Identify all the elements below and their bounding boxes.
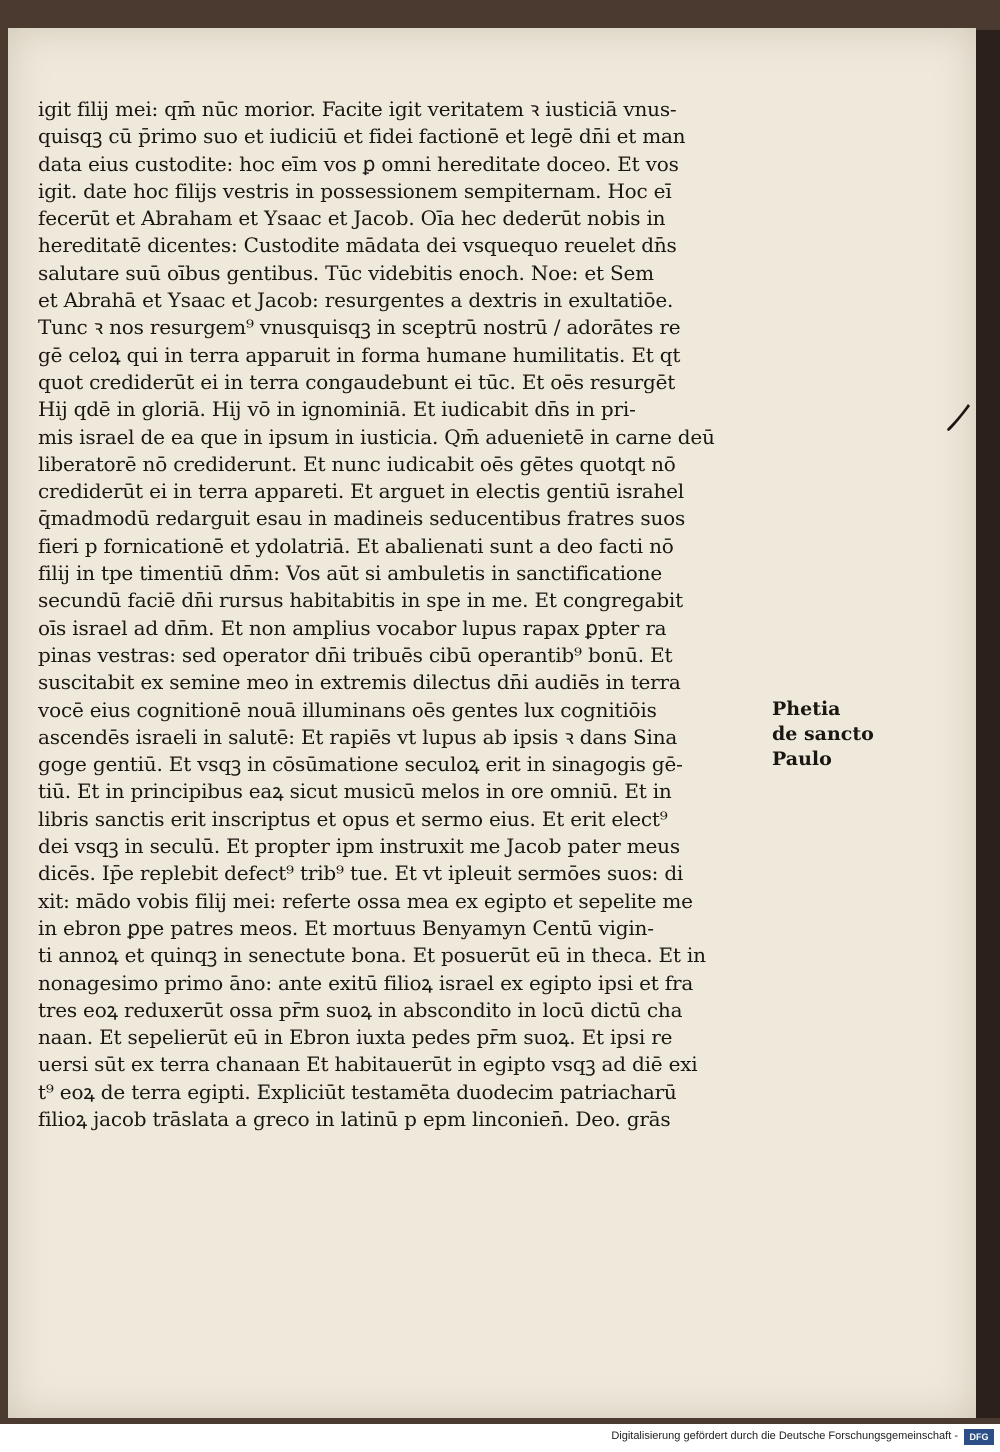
text-line: igit filij mei: qm̄ nūc morior. Facite igit veritatem ꝛ iusticiā vnus- [38, 97, 677, 121]
text-line: quot crediderūt ei in terra congaudebunt ei tūc. Et oēs resurgēt [38, 369, 676, 394]
text-line: Tunc ꝛ nos resurgem⁹ vnusquisqꝫ in sceptrū nostrū / adorātes re [38, 315, 681, 340]
text-line: data eius custodite: hoc eīm vos ꝑ omni hereditate doceo. Et vos [38, 151, 679, 176]
text-line: ascendēs israeli in salutē: Et rapiēs vt lupus ab ipsis ꝛ dans Sina [38, 724, 678, 749]
footer-credit: Digitalisierung gefördert durch die Deutsche Forschungsgemeinschaft - [611, 1430, 958, 1442]
text-line: goge gentiū. Et vsqꝫ in cōsūmatione seculoꝝ erit in sinagogis gē- [38, 752, 683, 777]
margin-note-line: Paulo [772, 748, 832, 770]
text-line: et Abrahā et Ysaac et Jacob: resurgentes a dextris in exultatiōe. [38, 288, 674, 313]
text-line: mis israel de ea que in ipsum in iusticia. Qm̄ aduenietē in carne deū [38, 424, 715, 449]
main-text-block [38, 96, 798, 1133]
text-line: in ebron ꝑpe patres meos. Et mortuus Benyamyn Centū vigin- [38, 915, 654, 940]
text-line: secundū faciē dn̄i rursus habitabitis in spe in me. Et congregabit [38, 588, 683, 613]
text-line: salutare suū oībus gentibus. Tūc videbitis enoch. Noe: et Sem [38, 260, 654, 285]
text-line: libris sanctis erit inscriptus et opus et sermo eius. Et erit elect⁹ [38, 806, 668, 831]
text-line: gē celoꝝ qui in terra apparuit in forma humane humilitatis. Et qt [38, 342, 681, 367]
text-line: oīs israel ad dn̄m. Et non amplius vocabor lupus rapax ꝑpter ra [38, 615, 667, 640]
text-line: ti annoꝝ et quinqꝫ in senectute bona. Et posuerūt eū in theca. Et in [38, 943, 706, 968]
text-line: hereditatē dicentes: Custodite mādata dei vsquequo reuelet dn̄s [38, 233, 677, 258]
text-line: q̄madmodū redarguit esau in madineis seducentibus fratres suos [38, 506, 686, 531]
text-line: quisqꝫ cū p̄rimo suo et iudiciū et fidei factionē et legē dn̄i et man [38, 124, 686, 149]
dfg-logo-icon: DFG [964, 1429, 994, 1445]
text-line: tiū. Et in principibus eaꝝ sicut musicū melos in ore omniū. Et in [38, 779, 672, 804]
footer-bar [0, 1424, 1000, 1452]
text-line: nonagesimo primo āno: ante exitū filioꝝ israel ex egipto ipsi et fra [38, 970, 694, 995]
text-line: igit. date hoc filijs vestris in possessionem sempiternam. Hoc eī [38, 178, 672, 203]
text-line: naan. Et sepelierūt eū in Ebron iuxta pedes pr̄m suoꝝ. Et ipsi re [38, 1025, 673, 1050]
page-edge-shadow [976, 30, 1000, 1418]
text-line: dicēs. Ip̄e replebit defect⁹ trib⁹ tue. Et vt ipleuit sermōes suos: di [38, 861, 684, 886]
text-line: tres eoꝝ reduxerūt ossa pr̄m suoꝝ in abscondito in locū dictū cha [38, 997, 683, 1022]
text-line: filioꝝ jacob trāslata a greco in latinū p epm linconien̄. Deo. grās [38, 1106, 671, 1131]
text-line: t⁹ eoꝝ de terra egipti. Expliciūt testamēta duodecim patriacharū [38, 1079, 677, 1104]
ink-mark-icon [942, 402, 972, 434]
text-line: pinas vestras: sed operator dn̄i tribuēs cibū operantib⁹ bonū. Et [38, 642, 673, 667]
margin-note-line: Phetia [772, 698, 841, 720]
text-line: fieri p fornicationē et ydolatriā. Et abalienati sunt a deo facti nō [38, 533, 674, 558]
text-line: fecerūt et Abraham et Ysaac et Jacob. Oīa hec dederūt nobis in [38, 206, 666, 231]
text-line: crediderūt ei in terra appareti. Et arguet in electis gentiū israhel [38, 479, 684, 504]
text-line: xit: mādo vobis filij mei: referte ossa mea ex egipto et sepelite me [38, 888, 693, 913]
margin-note [772, 697, 882, 772]
text-line: liberatorē nō crediderunt. Et nunc iudicabit oēs gētes quotqt nō [38, 451, 676, 476]
text-line: filij in tpe timentiū dn̄m: Vos aūt si ambuletis in sanctificatione [38, 561, 662, 586]
text-line: dei vsqꝫ in seculū. Et propter ipm instruxit me Jacob pater meus [38, 834, 680, 859]
text-line: Hij qdē in gloriā. Hij vō in ignominiā. Et iudicabit dn̄s in pri- [38, 397, 636, 422]
text-line: uersi sūt ex terra chanaan Et habitauerūt in egipto vsqꝫ ad diē exi [38, 1052, 698, 1077]
margin-note-line: de sancto [772, 723, 874, 745]
text-line: vocē eius cognitionē nouā illuminans oēs gentes lux cognitiōis [38, 697, 657, 722]
text-line: suscitabit ex semine meo in extremis dilectus dn̄i audiēs in terra [38, 670, 681, 695]
